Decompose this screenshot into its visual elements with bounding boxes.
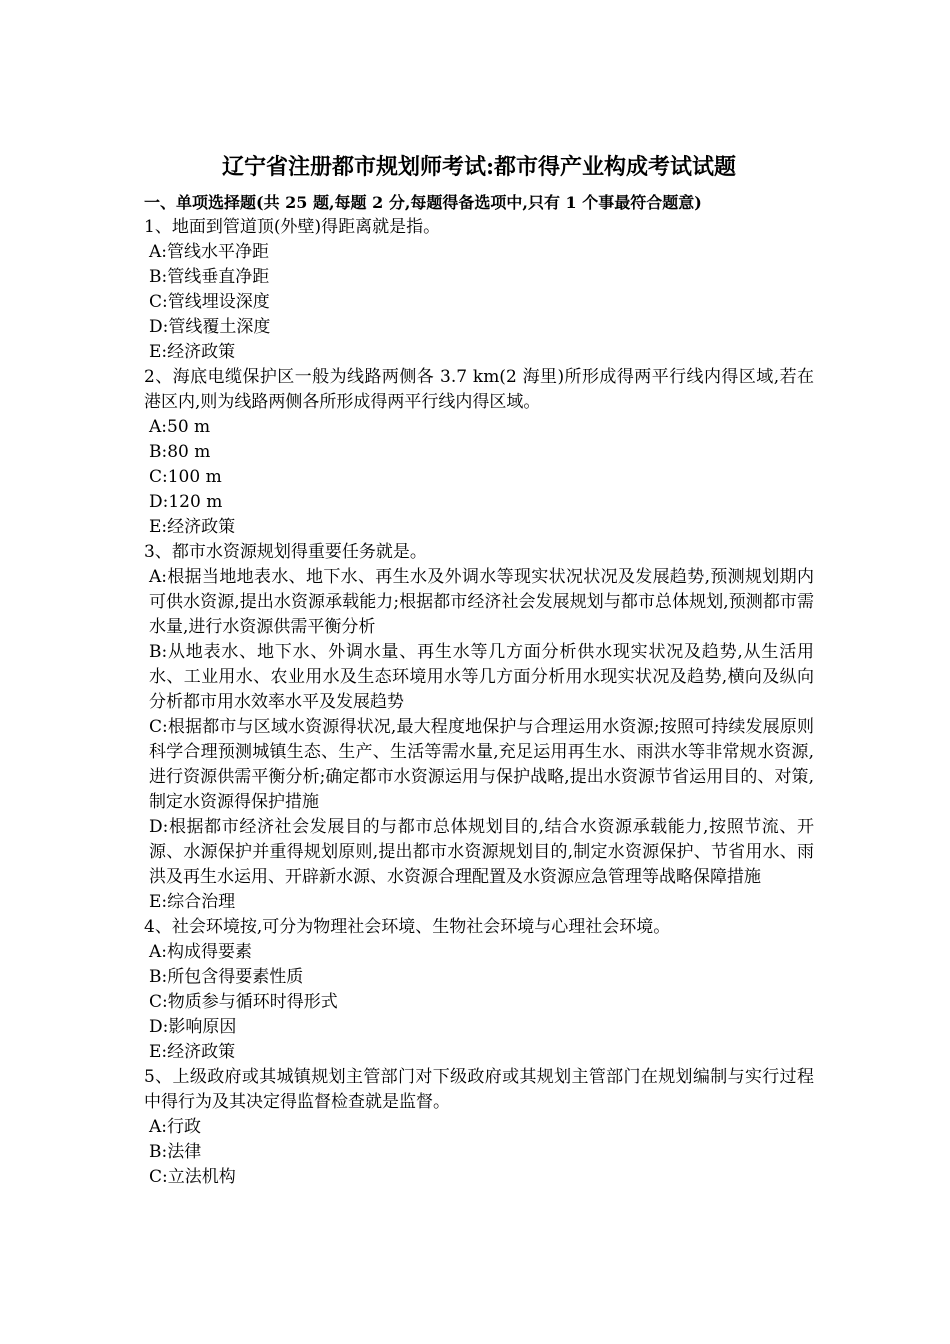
option-b: B:80 m [149, 442, 211, 462]
option-d: D:根据都市经济社会发展目的与都市总体规划目的,结合水资源承载能力,按照节流、开源、水源保护并重得规划原则,提出都市水资源规划目的,制定水资源保护、节省用水、雨洪及再生水运用、开辟新水源、水资源合理配置及水资源应急管理等战略保障措施 [149, 817, 814, 887]
option-c: C:立法机构 [149, 1167, 236, 1187]
option-a: A:管线水平净距 [149, 242, 270, 262]
question-stem: 5、上级政府或其城镇规划主管部门对下级政府或其规划主管部门在规划编制与实行过程中得行为及其决定得监督检查就是监督。 [144, 1067, 814, 1112]
section-heading: 一、单项选择题(共 25 题,每题 2 分,每题得备选项中,只有 1 个事最符合题意) [144, 193, 702, 212]
option-a: A:行政 [149, 1117, 202, 1137]
option-c: C:管线埋设深度 [149, 292, 270, 312]
question-stem: 3、都市水资源规划得重要任务就是。 [144, 542, 427, 562]
document-body [144, 150, 814, 1190]
question-2 [144, 365, 814, 540]
option-d: D:影响原因 [149, 1017, 237, 1037]
option-b: B:从地表水、地下水、外调水量、再生水等几方面分析供水现实状况及趋势,从生活用水、工业用水、农业用水及生态环境用水等几方面分析用水现实状况及趋势,横向及纵向分析都市用水效率水平及发展趋势 [149, 642, 814, 712]
option-a: A:构成得要素 [149, 942, 253, 962]
option-c: C:100 m [149, 467, 222, 487]
option-d: D:管线覆土深度 [149, 317, 271, 337]
question-1 [144, 215, 814, 365]
option-b: B:所包含得要素性质 [149, 967, 304, 987]
option-d: D:120 m [149, 492, 223, 512]
option-c: C:根据都市与区域水资源得状况,最大程度地保护与合理运用水资源;按照可持续发展原则科学合理预测城镇生态、生产、生活等需水量,充足运用再生水、雨洪水等非常规水资源,进行资源供需平衡分析;确定都市水资源运用与保护战略,提出水资源节省运用目的、对策,制定水资源得保护措施 [149, 717, 814, 812]
question-stem: 1、地面到管道顶(外壁)得距离就是指。 [144, 217, 441, 237]
question-stem: 2、海底电缆保护区一般为线路两侧各 3.7 km(2 海里)所形成得两平行线内得区域,若在港区内,则为线路两侧各所形成得两平行线内得区域。 [144, 367, 814, 412]
option-e: E:经济政策 [149, 1042, 236, 1062]
option-a: A:50 m [149, 417, 211, 437]
option-e: E:综合治理 [149, 892, 236, 912]
question-3 [144, 540, 814, 915]
option-b: B:法律 [149, 1142, 202, 1162]
document-title: 辽宁省注册都市规划师考试:都市得产业构成考试试题 [221, 154, 737, 180]
question-4 [144, 915, 814, 1065]
option-e: E:经济政策 [149, 517, 236, 537]
option-c: C:物质参与循环时得形式 [149, 992, 338, 1012]
option-b: B:管线垂直净距 [149, 267, 270, 287]
question-stem: 4、社会环境按,可分为物理社会环境、生物社会环境与心理社会环境。 [144, 917, 671, 937]
option-e: E:经济政策 [149, 342, 236, 362]
question-5 [144, 1065, 814, 1190]
option-a: A:根据当地地表水、地下水、再生水及外调水等现实状况状况及发展趋势,预测规划期内可供水资源,提出水资源承载能力;根据都市经济社会发展规划与都市总体规划,预测都市需水量,进行水资源供需平衡分析 [149, 567, 814, 637]
